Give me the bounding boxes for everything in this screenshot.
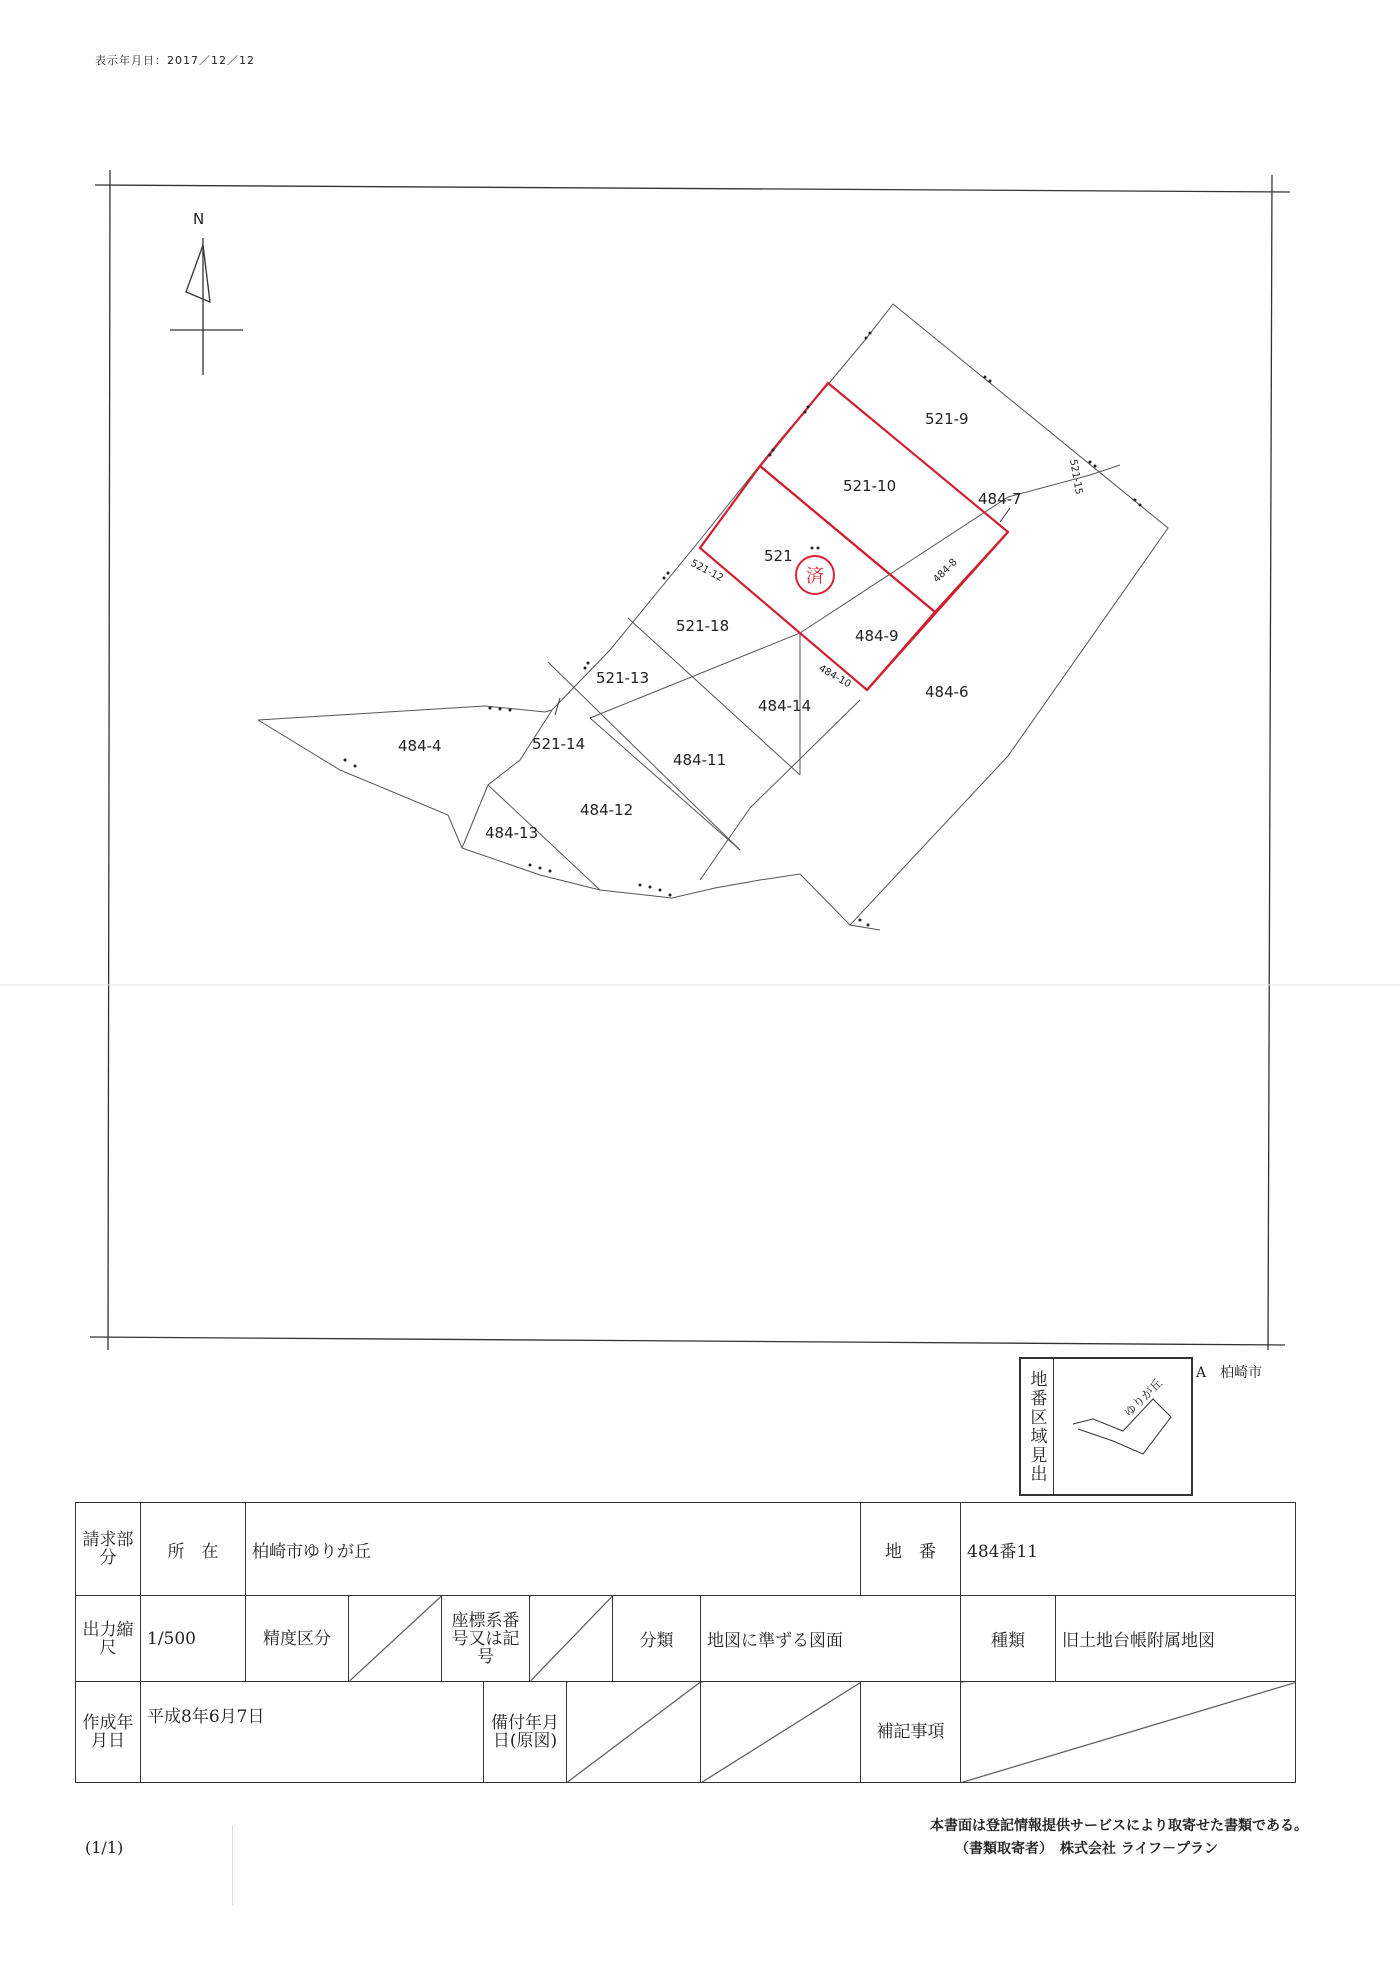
remarks-label: 補記事項 bbox=[861, 1682, 961, 1783]
processed-stamp: 済 bbox=[795, 555, 835, 595]
parcel-484-12: 484-12 bbox=[580, 801, 634, 819]
parcel-484-9: 484-9 bbox=[855, 627, 899, 645]
coord-value-empty bbox=[530, 1596, 613, 1681]
scale-value: 1/500 bbox=[141, 1596, 246, 1682]
scale-label: 出力縮尺 bbox=[76, 1596, 141, 1682]
parcel-484-6: 484-6 bbox=[925, 683, 969, 701]
coord-label: 座標系番号又は記号 bbox=[442, 1596, 530, 1681]
precision-label: 精度区分 bbox=[246, 1596, 349, 1681]
parcel-484-11: 484-11 bbox=[673, 751, 727, 769]
display-date: 表示年月日：2017／12／12 bbox=[95, 54, 255, 67]
north-arrow-icon bbox=[170, 238, 243, 375]
class-value: 地図に準ずる図面 bbox=[701, 1596, 961, 1682]
boundary-dots bbox=[344, 332, 1142, 927]
lot-label: 地 番 bbox=[861, 1503, 961, 1596]
highlighted-parcels bbox=[700, 383, 1008, 690]
page-number: (1/1) bbox=[85, 1838, 124, 1857]
parcel-521-13: 521-13 bbox=[596, 669, 650, 687]
type-value: 旧土地台帳附属地図 bbox=[1056, 1596, 1296, 1682]
parcel-521-10: 521-10 bbox=[843, 477, 897, 495]
index-map-city: A 柏崎市 bbox=[1196, 1365, 1263, 1381]
parcel-521: 521 bbox=[764, 547, 793, 565]
location-label: 所 在 bbox=[141, 1503, 246, 1596]
register-info-table bbox=[75, 1502, 1296, 1783]
requester-label: 請求部分 bbox=[76, 1503, 141, 1596]
parcel-484-7: 484-7 bbox=[978, 490, 1022, 508]
lot-value: 484番11 bbox=[961, 1503, 1296, 1596]
parcel-521-9: 521-9 bbox=[925, 410, 969, 428]
parcel-484-10: 484-10 bbox=[816, 663, 853, 691]
precision-value-empty bbox=[349, 1596, 442, 1681]
remarks-value-empty bbox=[961, 1682, 1296, 1783]
parcel-484-14: 484-14 bbox=[758, 697, 812, 715]
index-map-area-label: ゆりが丘 bbox=[1121, 1375, 1166, 1420]
attached-value-empty bbox=[567, 1682, 701, 1782]
parcel-484-4: 484-4 bbox=[398, 737, 442, 755]
north-label: N bbox=[193, 210, 205, 228]
parcel-521-12: 521-12 bbox=[688, 557, 726, 585]
parcel-521-18: 521-18 bbox=[676, 617, 730, 635]
footer-note: 本書面は登記情報提供サービスにより取寄せた書類である。 bbox=[930, 1818, 1308, 1834]
fold-divider bbox=[232, 1825, 233, 1905]
created-label: 作成年月日 bbox=[76, 1682, 141, 1783]
parcel-484-8: 484-8 bbox=[931, 556, 960, 586]
index-map-sketch bbox=[1053, 1359, 1189, 1494]
parcel-521-14: 521-14 bbox=[532, 735, 586, 753]
location-value: 柏崎市ゆりが丘 bbox=[246, 1503, 861, 1596]
index-map-key-label: 地番区域見出 bbox=[1021, 1359, 1054, 1494]
type-label: 種類 bbox=[961, 1596, 1056, 1682]
attached-value-empty-2 bbox=[701, 1682, 861, 1783]
parcel-484-13: 484-13 bbox=[485, 824, 539, 842]
parcel-521-15: 521-15 bbox=[1067, 458, 1085, 496]
attached-label: 備付年月日(原図) bbox=[484, 1682, 567, 1782]
class-label: 分類 bbox=[639, 1631, 674, 1651]
footer-requester: （書類取寄者） 株式会社 ライフ－プラン bbox=[955, 1841, 1219, 1857]
index-map bbox=[1019, 1357, 1193, 1496]
created-value: 平成8年6月7日 bbox=[141, 1682, 484, 1782]
